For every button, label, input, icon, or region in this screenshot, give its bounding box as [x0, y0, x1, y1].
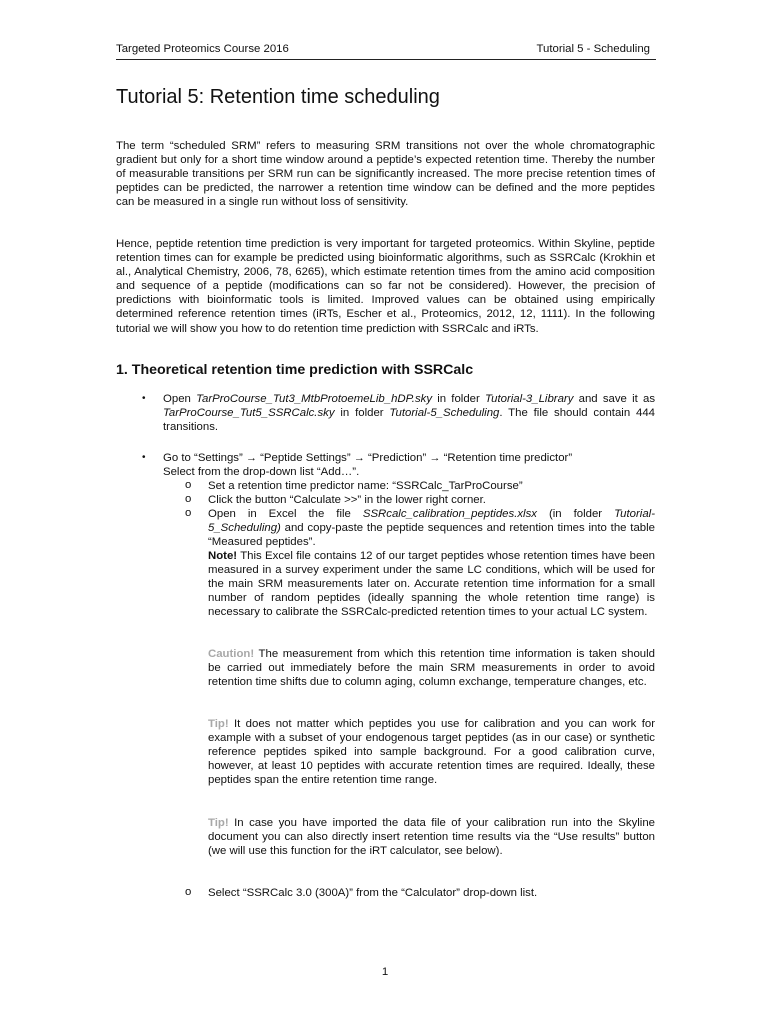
folder-name: Tutorial-5_Scheduling) — [208, 508, 655, 535]
tip-paragraph-1: Tip! It does not matter which peptides you use for calibration and you can work for example with a subset of your endogenous target peptides (as in our case) or synthetic reference peptides spiked into sample background. For a good calibration curve, however, at least 10 peptides with accurate retention times are required. Ideally, these peptides span the entire retention time range. — [208, 718, 655, 787]
header-tutorial-label: Tutorial 5 - Scheduling — [536, 43, 650, 55]
subitem-open-excel: Open in Excel the file SSRcalc_calibration_peptides.xlsx (in folder Tutorial-5_Scheduling) and copy-paste the peptide sequences and retention times into the table “Measured peptides”. — [208, 508, 655, 549]
page-header — [116, 43, 656, 60]
subitem-marker: o — [185, 886, 192, 898]
note-label: Note! — [208, 550, 238, 562]
subitem-marker: o — [185, 479, 192, 491]
intro-paragraph-1: The term “scheduled SRM” refers to measuring SRM transitions not over the whole chromatographic gradient but only for a short time window around a peptide’s expected retention time. Thereby the number of measurable transitions per SRM run can be significantly increased. The more precise retention times of peptides can be predicted, the narrower a retention time window can be defined and the more peptides can be measured in a single run without loss of sensitivity. — [116, 140, 655, 209]
folder-name: Tutorial-5_Scheduling — [389, 407, 500, 420]
folder-name: Tutorial-3_Library — [485, 393, 574, 405]
subitem-set-name: Set a retention time predictor name: “SSRCalc_TarProCourse” — [208, 480, 523, 492]
tip-label: Tip! — [208, 817, 229, 829]
subitem-click-calculate: Click the button “Calculate >>” in the lower right corner. — [208, 494, 486, 506]
intro-paragraph-2: Hence, peptide retention time prediction is very important for targeted proteomics. Within Skyline, peptide retention times can for example be predicted using bioinformatic algorithms, such as SSRCalc (Krokhin et al., Analytical Chemistry, 2006, 78, 6265), which estimate retention times from the amino acid composition and sequence of a peptide (modifications can so far not be considered). However, the precision of predictions with bioinformatic tools is limited. Improved values can be obtained using empirically determined reference retention times (iRTs, Escher et al., Proteomics, 2012, 12, 1111). In the following tutorial we will show you how to do retention time prediction with SSRCalc and iRTs. — [116, 238, 655, 335]
file-name: TarProCourse_Tut3_MtbProtoemeLib_hDP.sky — [196, 393, 433, 405]
header-course-title: Targeted Proteomics Course 2016 — [116, 43, 289, 55]
arrow-right-icon: → — [245, 452, 257, 464]
page-title: Tutorial 5: Retention time scheduling — [116, 86, 440, 108]
bullet-marker: • — [142, 452, 146, 463]
file-name: TarProCourse_Tut5_SSRCalc.sky — [163, 407, 335, 420]
subitem-select-calculator: Select “SSRCalc 3.0 (300A)” from the “Calculator” drop-down list. — [208, 887, 538, 899]
arrow-right-icon: → — [353, 452, 365, 464]
tip-label: Tip! — [208, 718, 229, 730]
file-name: SSRcalc_calibration_peptides.xlsx — [362, 508, 537, 520]
note-paragraph: Note! This Excel file contains 12 of our target peptides whose retention times have been measured in a survey experiment under the same LC conditions, which will be used for the main SRM measurements later on. Accurate retention time information for a small number of random peptides (ideally spanning the whole retention time range) is necessary to calibrate the SSRCalc-predicted retention times to your actual LC system. — [208, 550, 655, 619]
page-number: 1 — [381, 966, 389, 978]
caution-label: Caution! — [208, 648, 255, 660]
bullet-settings-path: Go to “Settings” → “Peptide Settings” → “Prediction” → “Retention time predictor” Select from the drop-down list “Add…”. — [163, 452, 573, 479]
arrow-right-icon: → — [429, 452, 441, 464]
subitem-marker: o — [185, 507, 192, 519]
bullet-marker: • — [142, 393, 146, 404]
section-1-title: 1. Theoretical retention time prediction with SSRCalc — [116, 362, 474, 378]
subitem-marker: o — [185, 493, 192, 505]
bullet-open-file: Open TarProCourse_Tut3_MtbProtoemeLib_hDP.sky in folder Tutorial-3_Library and save it as TarProCourse_Tut5_SSRCalc.sky in folder Tutorial-5_Scheduling. The file should contain 444 transitions. — [163, 393, 656, 434]
caution-paragraph: Caution! The measurement from which this retention time information is taken should be carried out immediately before the main SRM measurements in order to avoid retention time shifts due to column aging, column exchange, temperature changes, etc. — [208, 648, 655, 689]
tip-paragraph-2: Tip! In case you have imported the data file of your calibration run into the Skyline document you can also directly insert retention time results via the “Use results” button (we will use this function for the iRT calculator, see below). — [208, 817, 655, 858]
